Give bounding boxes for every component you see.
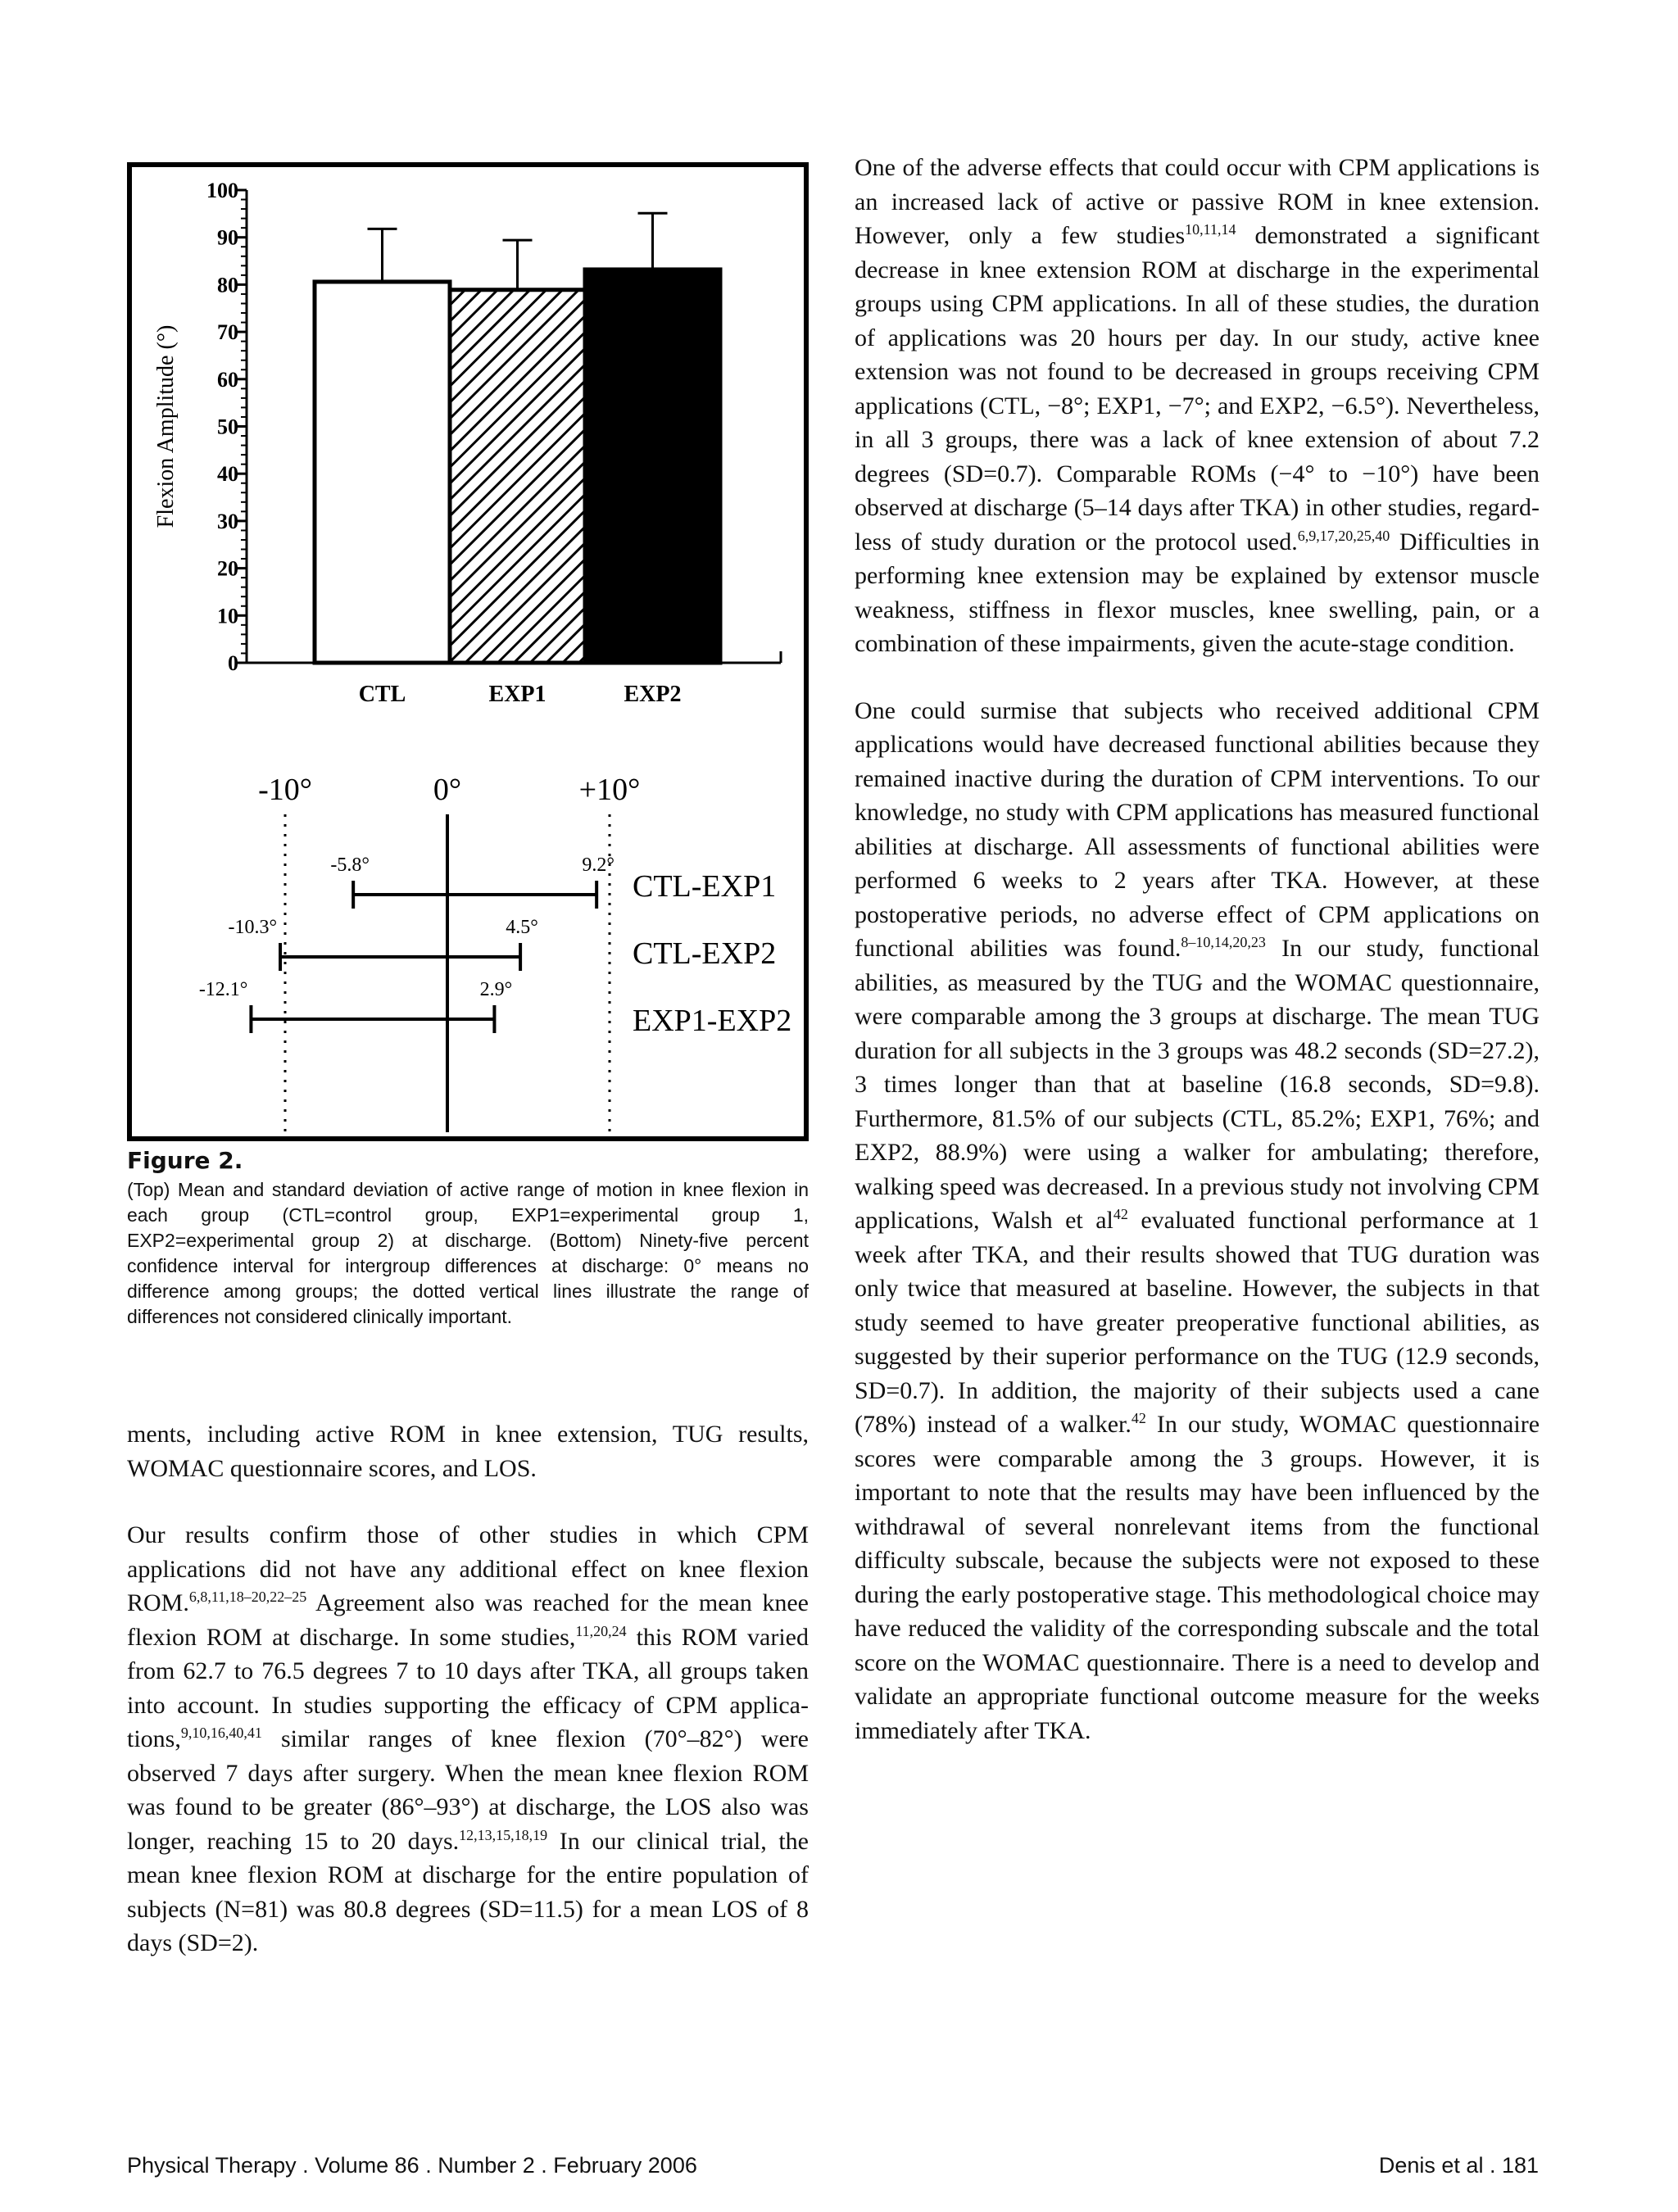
y-tick-label: 30 [217,509,238,533]
text-run: ments, including active ROM in knee extension, TUG results, WOMAC questionnaire scores, and LOS. [127,1421,809,1482]
ci-high-label: 9.2° [582,854,615,876]
text-run: In our study, functional abilities, as measured by the TUG and the WOMAC questionnaire, were comparable among the 3 groups at discharge. The mean TUG duration for all subjects in the 3 groups was 48.2 seconds (SD=27.2), 3 times longer than that at baseline (16.8 seconds, SD=9.8). Furthermore, 81.5% of our subjects (CTL, 85.2%; EXP1, 76%; and EXP2, 88.9%) were using a walker for ambulating; therefore, walking speed was decreased. In a previous study not involving CPM applications, Walsh et al [855,935,1540,1234]
citation-superscript: 8–10,14,20,23 [1181,934,1266,950]
ci-low-label: -5.8° [330,854,370,876]
figure-2 [127,162,809,1141]
y-tick-label: 80 [217,273,238,297]
citation-superscript: 42 [1113,1206,1128,1222]
text-run: similar ranges of knee flexion (70°–82°) were observed 7 days after surgery. When the mean knee flexion ROM was found to be greater (86°–93°) at discharge, the LOS also was longer, reaching 15 to 20 days. [127,1725,809,1855]
text-run: Agreement also was reached for the mean knee flexion ROM at discharge. In some studies, [127,1589,809,1651]
x-tick-label: CTL [358,682,406,707]
citation-superscript: 9,10,16,40,41 [180,1725,262,1741]
footer-journal: Physical Therapy . Volume 86 . Number 2 . February 2006 [127,2153,697,2178]
ci-low-label: -10.3° [228,917,278,938]
paragraph [127,1518,809,1960]
text-run: Our results confirm those of other studies in which CPM applications did not have any additional effect on knee flexion ROM. [127,1521,809,1616]
ci-axis-label: 0° [433,773,462,807]
y-tick-label: 100 [206,179,238,202]
ci-low-label: -12.1° [198,979,248,1000]
confidence-interval-chart [199,773,791,1132]
left-column [127,1417,809,1960]
y-tick-label: 60 [217,367,238,392]
citation-superscript: 10,11,14 [1185,221,1236,238]
bar-chart [153,179,781,707]
caption-title: Figure 2. [127,1147,243,1174]
bar-exp2 [585,270,720,663]
citation-superscript: 6,9,17,20,25,40 [1297,527,1390,544]
caption-text: (Top) Mean and standard deviation of active range of motion in knee flexion in each group (CTL=control group, EXP1=experimental group 1, EXP2=experimental group 2) at discharge. (Bottom) Ninety-five percent confidence interval for intergroup differences at discharge: 0° means no difference among groups; the dotted vertical lines illustrate the range of differences not considered clinically important. [127,1179,809,1327]
bar-exp1 [450,290,585,663]
figure-2-svg [132,167,804,1136]
x-tick-label: EXP2 [624,682,682,707]
text-run: One could surmise that subjects who received additional CPM applications would have decreased functional abilities because they remained inactive during the duration of CPM interventions. To our knowledge, no study with CPM applications has measured functional abilities at discharge. All assessments of functional abilities were performed 6 weeks to 2 years after TKA. However, at these postoperative periods, no adverse effect of CPM applications on functional abilities was found. [855,696,1540,962]
y-axis-label: Flexion Amplitude (°) [153,324,179,528]
ci-interval-name: CTL-EXP2 [633,936,777,971]
citation-superscript: 12,13,15,18,19 [459,1826,548,1843]
citation-superscript: 11,20,24 [575,1622,627,1639]
x-tick-label: EXP1 [488,682,546,707]
paragraph [855,694,1540,1748]
text-run: Difficulties in performing knee extension may be explained by extensor muscle weakness, stiffness in flexor muscles, knee swelling, pain, or a combination of these impairments, given the acute-stage condition. [855,528,1540,657]
figure-caption [127,1147,809,1330]
text-run: demonstrated a significant decrease in knee extension ROM at discharge in the experimental groups using CPM applications. In all of these studies, the duration of applications was 20 hours per day. In our study, active knee extension was not found to be decreased in groups receiving CPM applications (CTL, −8°; EXP1, −7°; and EXP2, −6.5°). Nevertheless, in all 3 groups, there was a lack of knee extension of about 7.2 degrees (SD=0.7). Comparable ROMs (−4° to −10°) have been observed at discharge (5–14 days after TKA) in other studies, regardless of study duration or the protocol used. [855,222,1540,555]
text-run: One of the adverse effects that could occur with CPM applications is an increased lack of active or passive ROM in knee extension. However, only a few studies [855,154,1540,249]
ci-high-label: 2.9° [479,979,513,1000]
y-tick-label: 90 [217,225,238,250]
y-tick-label: 0 [228,651,238,675]
ci-interval-name: CTL-EXP1 [633,869,777,904]
citation-superscript: 6,8,11,18–20,22–25 [188,1589,307,1605]
y-tick-label: 40 [217,462,238,487]
y-tick-label: 10 [217,604,238,628]
text-run: this ROM varied from 62.7 to 76.5 degrees 7 to 10 days after TKA, all groups taken into account. In studies supporting the efficacy of CPM applications, [127,1623,809,1752]
paragraph [127,1417,809,1485]
text-run: In our study, WOMAC questionnaire scores were comparable among the 3 groups. However, it is important to note that the results may have been influenced by the withdrawal of several nonrelevant items from the functional difficulty subscale, because the subjects were not exposed to these during the early postoperative stage. This methodological choice may have reduced the validity of the corresponding subscale and the total score on the WOMAC questionnaire. There is a need to develop and validate an appropriate functional outcome measure for the weeks immediately after TKA. [855,1411,1540,1744]
text-run: evaluated functional performance at 1 week after TKA, and their results showed that TUG duration was only twice that measured at baseline. However, the subjects in that study seemed to have greater preoperative functional abilities, as suggested by their superior performance on the TUG (12.9 seconds, SD=0.7). In addition, the majority of their subjects used a cane (78%) instead of a walker. [855,1207,1540,1438]
ci-interval-name: EXP1-EXP2 [633,1004,792,1038]
ci-high-label: 4.5° [506,917,538,938]
y-tick-label: 70 [217,320,238,345]
citation-superscript: 42 [1131,1410,1146,1426]
paragraph [855,151,1540,661]
y-tick-label: 50 [217,415,238,439]
right-column [855,151,1540,1747]
text-run: In our clinical trial, the mean knee flexion ROM at discharge for the entire population of subjects (N=81) was 80.8 degrees (SD=11.5) for a mean LOS of 8 days (SD=2). [127,1827,809,1956]
bar-ctl [315,282,450,663]
footer-page: Denis et al . 181 [1378,2153,1539,2178]
ci-axis-label: +10° [578,773,641,807]
y-tick-label: 20 [217,556,238,581]
ci-axis-label: -10° [258,773,312,807]
